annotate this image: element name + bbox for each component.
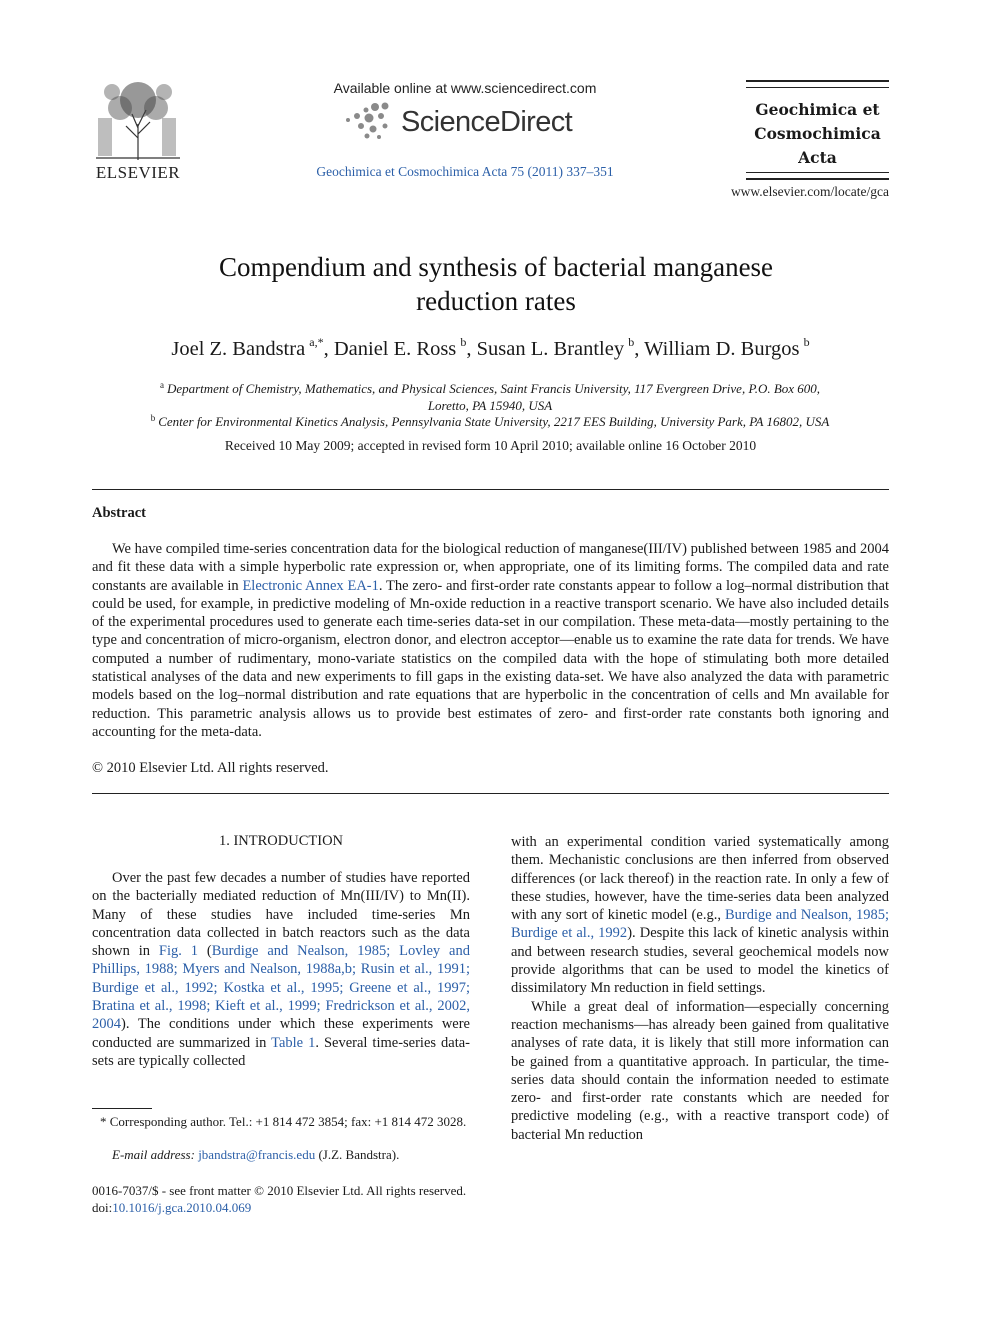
references-link[interactable]: Burdige and Nealson, 1985; Burdige et al., 1992 [511,907,889,942]
journal-title-box [746,80,889,180]
journal-box-rule [746,172,889,173]
intro-paragraph-3: While a great deal of information—especially concerning reaction mechanisms—has already been gained from qualitative analyses of rate data, it is likely that still more information can be gained from a quantitative approach. In particular, the time-series data should contain the information needed to estimate zero- and first-order rate constants which are needed for predictive modeling (e.g., with a reactive transport code) of bacterial Mn reduction [511,998,889,1143]
journal-box-rule [746,87,889,88]
affiliation-label: a [159,380,164,390]
table-1-link[interactable]: Table 1 [271,1034,316,1051]
affiliation-b [110,410,870,430]
journal-name [746,98,889,170]
right-column [511,833,889,1144]
footnote-rule [92,1108,152,1109]
body-text: with an experimental condition varied systematically among them. Mechanistic conclusions are then inferred from observed differences (or lack thereof) in the reaction rate. In only a few of these studies, however, have the time-series data been analyzed with any sort of kinetic model (e.g., [511,834,889,924]
journal-url[interactable]: www.elsevier.com/locate/gca [730,184,889,199]
intro-paragraph-1 [92,869,470,1070]
affiliation-text: Loretto, PA 15940, USA [427,398,553,413]
affiliation-label: b [150,413,156,423]
author-list: Joel Z. Bandstra $^{a,*}$, Daniel E. Ross $^b$, Susan L. Brantley $^b$, William D. Burgos $^b$ [171,335,810,360]
body-text: ). The conditions under which these experiments were conducted are summarized in [92,1016,470,1051]
publisher-wordmark: ELSEVIER [95,163,181,182]
email-label: E-mail address: [112,1147,195,1162]
body-text: ). Despite this lack of kinetic analysis within and between research studies, several geochemical models now provide algorithms that can be used to model the kinetics of dissimilatory Mn reduction in field settings. [511,925,889,997]
affiliation-text: Department of Chemistry, Mathematics, and Physical Sciences, Saint Francis University, 117 Evergreen Drive, P.O. Box 600, [166,381,821,396]
affiliation-a [110,377,870,414]
body-text: Over the past few decades a number of studies have reported on the bacterially mediated reduction of Mn(III/IV) to Mn(II). Many of these studies have included time-series Mn concentration data collected in batch reactors such as the data shown in [92,870,470,960]
copyright-notice: © 2010 Elsevier Ltd. All rights reserved. [92,760,329,776]
abstract-body [92,540,889,741]
paper-title [120,250,872,318]
author-affiliation-mark[interactable]: b [460,335,467,349]
author-name: Joel Z. Bandstra [171,338,306,360]
sciencedirect-dots-icon [345,102,399,142]
references-link[interactable]: Burdige and Nealson, 1985; Lovley and Phillips, 1988; Myers and Nealson, 1988a,b; Rusin et al., 1991; Burdige et al., 1992; Kostka et al., 1995; Greene et al., 1997; Bratina et al., 1998; Kieft et al., 1999; Fredrickson et al., 2002, 2004 [92,943,470,1033]
abstract-heading: Abstract [92,505,146,521]
abstract-text-part: We have compiled time-series concentration data for the biological reduction of manganese(III/IV) published between 1985 and 2004 and fit these data with a simple hyperbolic rate expression or, when appropriate, one of its limiting forms. The compiled data and rate constants are available in [92,541,889,594]
journal-name-line: Cosmochimica [754,124,881,143]
abstract-text-part: . The zero- and first-order rate constants appear to follow a log–normal distribution that could be used, for example, in predictive modeling of Mn-oxide reduction in a reactive transport scenario. We have also included details of the experimental procedures used to generate each time-series data-set in our compilation. These meta-data—mostly pertaining to the type and concentration of micro-organism, electron donor, and electron acceptor—enable us to examine the rate data for trends. We have computed a number of rudimentary, mono-variate statistics on the compiled data with the hope of stimulating both more detailed statistical analyses of the data and new experiments to fill gaps in the existing data-set. We have also analyzed the data with parametric models based on the log–normal distribution and rate equations that are hyperbolic in the concentration of cells and Mn available for reduction. This parametric analysis allows us to provide best estimates of zero- and first-order rate constants both ignoring and accounting for the meta-data. [92,577,889,740]
abstract-top-rule [92,489,889,490]
journal-name-line: Acta [798,148,837,167]
corresponding-author-footnote: * Corresponding author. Tel.: +1 814 472 3854; fax: +1 814 472 3028. [100,1114,467,1129]
author-name: Susan L. Brantley [476,338,625,360]
section-heading: 1. INTRODUCTION [218,833,344,849]
doi-label: doi: [92,1200,113,1215]
email-suffix: (J.Z. Bandstra). [315,1147,400,1162]
body-text: ( [198,943,212,960]
abstract-bottom-rule [92,793,889,794]
journal-citation-link[interactable]: Geochimica et Cosmochimica Acta 75 (2011) 337–351 [316,164,614,179]
email-footnote [112,1147,472,1163]
sciencedirect-logo[interactable] [345,102,595,144]
affiliation-text: Center for Environmental Kinetics Analysis, Pennsylvania State University, 2217 EES Building, University Park, PA 16802, USA [158,414,830,429]
figure-1-link[interactable]: Fig. 1 [158,943,199,960]
available-online-text[interactable]: Available online at www.sciencedirect.com [333,80,597,96]
doi-link[interactable]: 10.1016/j.gca.2010.04.069 [112,1200,252,1215]
title-line: reduction rates [416,286,576,316]
doi-line [92,1200,251,1216]
intro-paragraph-2 [511,833,889,998]
author-name: William D. Burgos [644,338,800,360]
author-name: Daniel E. Ross [333,338,457,360]
body-text: . Several time-series data-sets are typically collected [92,1034,470,1069]
issn-line: 0016-7037/$ - see front matter © 2010 Elsevier Ltd. All rights reserved. [92,1183,467,1198]
email-link[interactable]: jbandstra@francis.edu [198,1147,316,1162]
electronic-annex-link[interactable]: Electronic Annex EA-1 [242,577,379,594]
title-line: Compendium and synthesis of bacterial manganese [218,252,774,282]
author-affiliation-mark[interactable]: a,* [309,335,324,349]
sciencedirect-wordmark: ScienceDirect [401,106,573,138]
journal-name-line: Geochimica et [755,100,880,119]
received-dates: Received 10 May 2009; accepted in revised form 10 April 2010; available online 16 October 2010 [224,438,757,453]
author-affiliation-mark[interactable]: b [628,335,635,349]
author-affiliation-mark[interactable]: b [803,335,810,349]
